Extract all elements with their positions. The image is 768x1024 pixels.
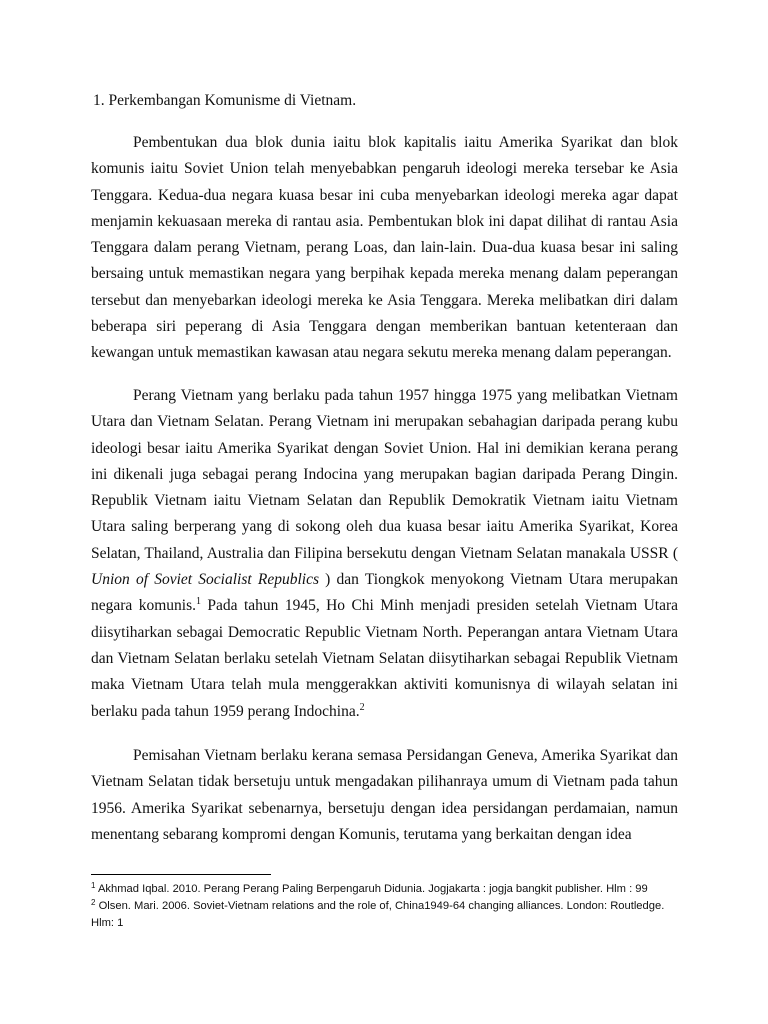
footnote-2-text: Olsen. Mari. 2006. Soviet-Vietnam relations and the role of, China1949-64 changing alliances. London: Routledge. Hlm: 1: [91, 900, 665, 929]
footnote-1: [91, 881, 681, 898]
footnotes: [91, 881, 681, 932]
footnote-separator: [91, 874, 271, 875]
footnote-1-text: Akhmad Iqbal. 2010. Perang Perang Paling Berpengaruh Didunia. Jogjakarta : jogja bangkit publisher. Hlm : 99: [97, 883, 648, 895]
paragraph-2-italic-term: Union of Soviet Socialist Republics: [91, 571, 319, 589]
footnote-ref-1[interactable]: 1: [196, 596, 201, 608]
footnote-2-number: 2: [91, 898, 96, 907]
section-heading: 1. Perkembangan Komunisme di Vietnam.: [93, 92, 357, 109]
paragraph-2-text-b: ) dan Tiongkok menyokong Vietnam Utara merupakan negara komunis.: [91, 571, 678, 615]
paragraph-1: Pembentukan dua blok dunia iaitu blok kapitalis iaitu Amerika Syarikat dan blok komunis iaitu Soviet Union telah menyebabkan pengaruh ideologi mereka tersebar ke Asia Tenggara. Kedua-dua negara kuasa besar ini cuba menyebarkan ideologi mereka agar dapat menjamin kekuasaan mereka di rantau asia. Pembentukan blok ini dapat dilihat di rantau Asia Tenggara dalam perang Vietnam, perang Loas, dan lain-lain. Dua-dua kuasa besar ini saling bersaing untuk memastikan negara yang berpihak kepada mereka menang dalam peperangan tersebut dan menyebarkan ideologi mereka ke Asia Tenggara. Mereka melibatkan diri dalam beberapa siri peperang di Asia Tenggara dengan memberikan bantuan ketenteraan dan kewangan untuk memastikan kawasan atau negara sekutu mereka menang dalam peperangan.: [91, 134, 678, 362]
paragraph-3: Pemisahan Vietnam berlaku kerana semasa Persidangan Geneva, Amerika Syarikat dan Vietnam Selatan tidak bersetuju untuk mengadakan pilihanraya umum di Vietnam pada tahun 1956. Amerika Syarikat sebenarnya, bersetuju dengan idea persidangan perdamaian, namun menentang sebarang kompromi dengan Komunis, terutama yang berkaitan dengan idea: [91, 747, 678, 843]
footnote-1-number: 1: [91, 881, 96, 890]
paragraph-2: [91, 383, 678, 725]
footnote-2: [91, 898, 681, 932]
footnote-ref-2[interactable]: 2: [359, 701, 365, 713]
paragraph-2-text-a: Perang Vietnam yang berlaku pada tahun 1957 hingga 1975 yang melibatkan Vietnam Utara dan Vietnam Selatan. Perang Vietnam ini merupakan sebahagian daripada perang kubu ideologi besar iaitu Amerika Syarikat dengan Soviet Union. Hal ini demikian kerana perang ini dikenali juga sebagai perang Indocina yang merupakan bagian daripada Perang Dingin. Republik Vietnam iaitu Vietnam Selatan dan Republik Demokratik Vietnam iaitu Vietnam Utara saling berperang yang di sokong oleh dua kuasa besar iaitu Amerika Syarikat, Korea Selatan, Thailand, Australia dan Filipina bersekutu dengan Vietnam Selatan manakala USSR (: [91, 387, 678, 562]
paragraph-2-text-c: Pada tahun 1945, Ho Chi Minh menjadi presiden setelah Vietnam Utara diisytiharkan sebagai Democratic Republic Vietnam North. Peperangan antara Vietnam Utara dan Vietnam Selatan berlaku setelah Vietnam Selatan diisytiharkan sebagai Republik Vietnam maka Vietnam Utara telah mula menggerakkan aktiviti komunisnya di wilayah selatan ini berlaku pada tahun 1959 perang Indochina.: [91, 597, 679, 720]
